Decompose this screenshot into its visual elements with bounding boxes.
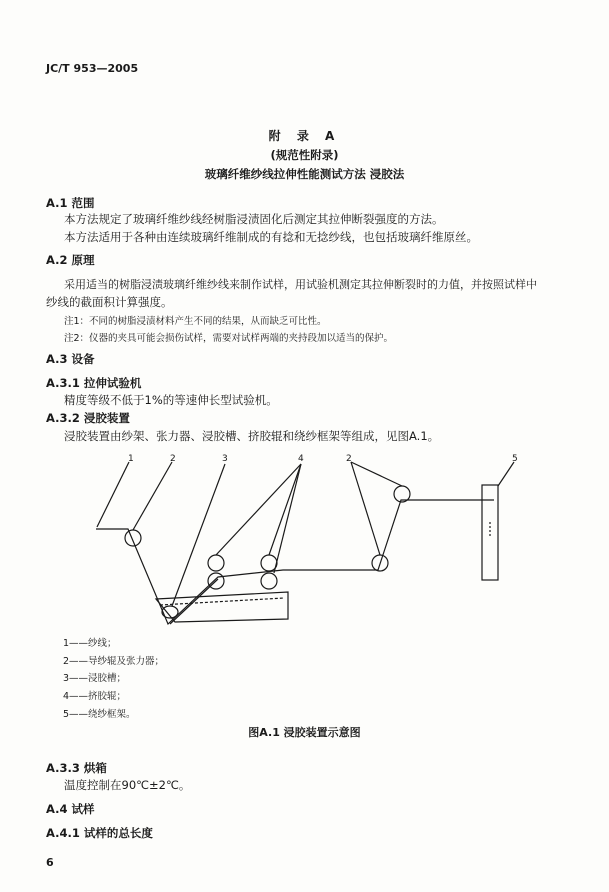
page-number: 6: [46, 856, 54, 869]
heading-a41: A.4.1 试样的总长度: [46, 826, 153, 840]
heading-a3: A.3 设备: [46, 352, 95, 366]
a1-paragraph-2: 本方法适用于各种由连续玻璃纤维制成的有捻和无捻纱线，也包括玻璃纤维原丝。: [64, 230, 478, 244]
standard-code: JC/T 953—2005: [46, 62, 139, 75]
resin-surface: [160, 598, 284, 605]
heading-a1: A.1 范围: [46, 196, 95, 210]
heading-a31: A.3.1 拉伸试验机: [46, 376, 142, 390]
yarn-line: [96, 500, 494, 624]
a31-text: 精度等级不低于1%的等速伸长型试验机。: [64, 393, 278, 407]
figure-label-3: 3: [222, 454, 228, 464]
squeeze-roller-2b: [261, 573, 277, 589]
a32-text: 浸胶装置由纱架、张力器、浸胶槽、挤胶辊和绕纱框架等组成，见图A.1。: [64, 429, 440, 443]
legend-item-5: 5——绕纱框架。: [63, 709, 136, 720]
legend-item-4: 4——挤胶辊；: [63, 691, 127, 702]
legend-item-1: 1——纱线；: [63, 638, 117, 649]
figure-label-4: 4: [298, 454, 304, 464]
legend-item-3: 3——浸胶槽；: [63, 673, 127, 684]
figure-label-5: 5: [512, 454, 518, 464]
figure-caption: 图A.1 浸胶装置示意图: [248, 726, 361, 739]
figure-label-1: 1: [128, 454, 134, 464]
figure-label-2-right: 2: [346, 454, 352, 464]
heading-a32: A.3.2 浸胶装置: [46, 411, 130, 425]
heading-a4: A.4 试样: [46, 802, 95, 816]
dip-apparatus-diagram: [88, 452, 528, 637]
legend-item-2: 2——导纱辊及张力器；: [63, 656, 165, 667]
heading-a2: A.2 原理: [46, 253, 95, 267]
guide-roller-1: [125, 530, 141, 546]
a33-text: 温度控制在90℃±2℃。: [64, 778, 191, 792]
annex-label: 附 录 A: [268, 129, 341, 143]
heading-a33: A.3.3 烘箱: [46, 761, 107, 775]
figure-label-2: 2: [170, 454, 176, 464]
squeeze-roller-1a: [208, 555, 224, 571]
a2-paragraph-line-2: 纱线的截面积计算强度。: [46, 295, 173, 309]
yarn-guide-line: [170, 579, 218, 624]
winding-frame: [482, 485, 498, 580]
note-1: 注1：不同的树脂浸渍材料产生不同的结果，从而缺乏可比性。: [64, 316, 327, 327]
annex-title: 玻璃纤维纱线拉伸性能测试方法 浸胶法: [204, 167, 405, 181]
a1-paragraph-1: 本方法规定了玻璃纤维纱线经树脂浸渍固化后测定其拉伸断裂强度的方法。: [64, 212, 444, 226]
note-2: 注2：仪器的夹具可能会损伤试样，需要对试样两端的夹持段加以适当的保护。: [64, 333, 394, 344]
a2-paragraph-line-1: 采用适当的树脂浸渍玻璃纤维纱线来制作试样，用试验机测定其拉伸断裂时的力值，并按照试样中: [64, 278, 537, 291]
annex-normative: (规范性附录): [270, 148, 339, 162]
